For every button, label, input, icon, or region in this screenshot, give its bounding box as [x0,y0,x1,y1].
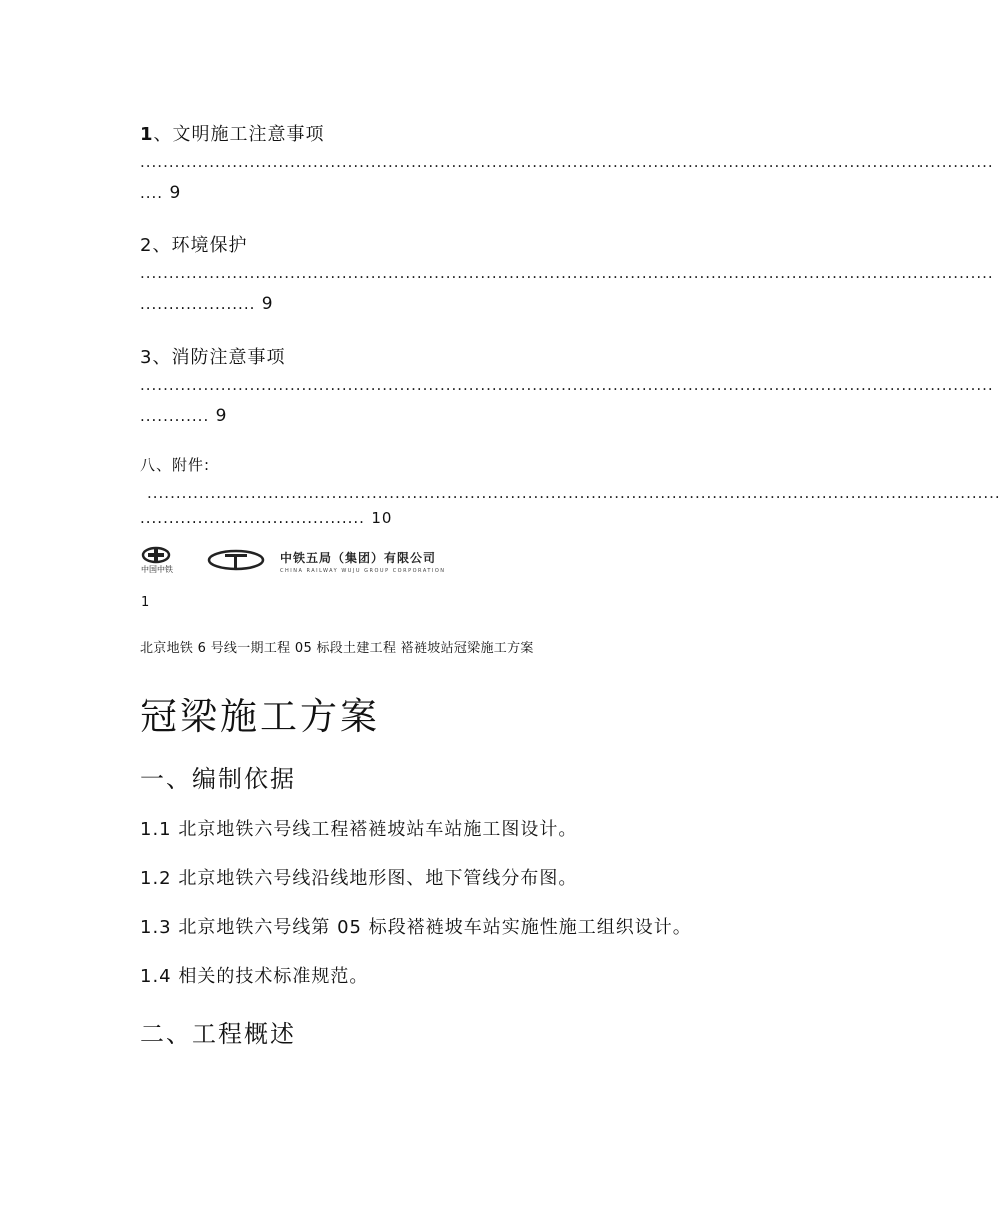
company-name-cn: 中铁五局（集团）有限公司 [280,551,437,565]
toc-entry-title[interactable]: 八、附件: [140,456,211,474]
crec-logo-icon [140,545,485,575]
toc-dot-leader: .................................................................................................................................................... [147,484,1001,502]
page-number: 1 [141,595,150,610]
running-header: 北京地铁 6 号线一期工程 05 标段土建工程 褡裢坡站冠梁施工方案 [140,641,534,656]
list-item: 1.4 相关的技术标准规范。 [140,966,369,987]
toc-dot-leader: .................................................................................................................................................... [140,264,994,282]
section-heading-1: 一、编制依据 [140,765,296,793]
toc-entry-title[interactable]: 3、消防注意事项 [140,347,286,368]
toc-page-line: ....................................... 10 [140,509,393,527]
toc-page-line: .... 9 [140,183,182,203]
document-title: 冠梁施工方案 [140,695,380,738]
toc-entry-title[interactable]: 2、环境保护 [140,235,248,256]
company-name-en: CHINA RAILWAY WUJU GROUP CORPORATION [280,568,446,574]
toc-page-line: ............ 9 [140,406,228,426]
section-heading-2: 二、工程概述 [140,1020,296,1048]
toc-page-number: 9 [215,406,228,426]
list-item: 1.1 北京地铁六号线工程褡裢坡站车站施工图设计。 [140,819,578,840]
toc-entry-title[interactable]: 1、文明施工注意事项 [140,124,325,145]
list-item: 1.3 北京地铁六号线第 05 标段褡裢坡车站实施性施工组织设计。 [140,917,692,938]
toc-page-number: 9 [169,183,182,203]
toc-dot-leader: .................................................................................................................................................... [140,376,994,394]
list-item: 1.2 北京地铁六号线沿线地形图、地下管线分布图。 [140,868,578,889]
company-logos [140,545,485,575]
toc-page-number: 9 [261,294,274,314]
crec-logo-text: 中国中铁 [141,565,173,574]
toc-dot-leader: .................................................................................................................................................... [140,153,994,171]
toc-page-number: 10 [371,509,393,527]
toc-page-line: .................... 9 [140,294,274,314]
